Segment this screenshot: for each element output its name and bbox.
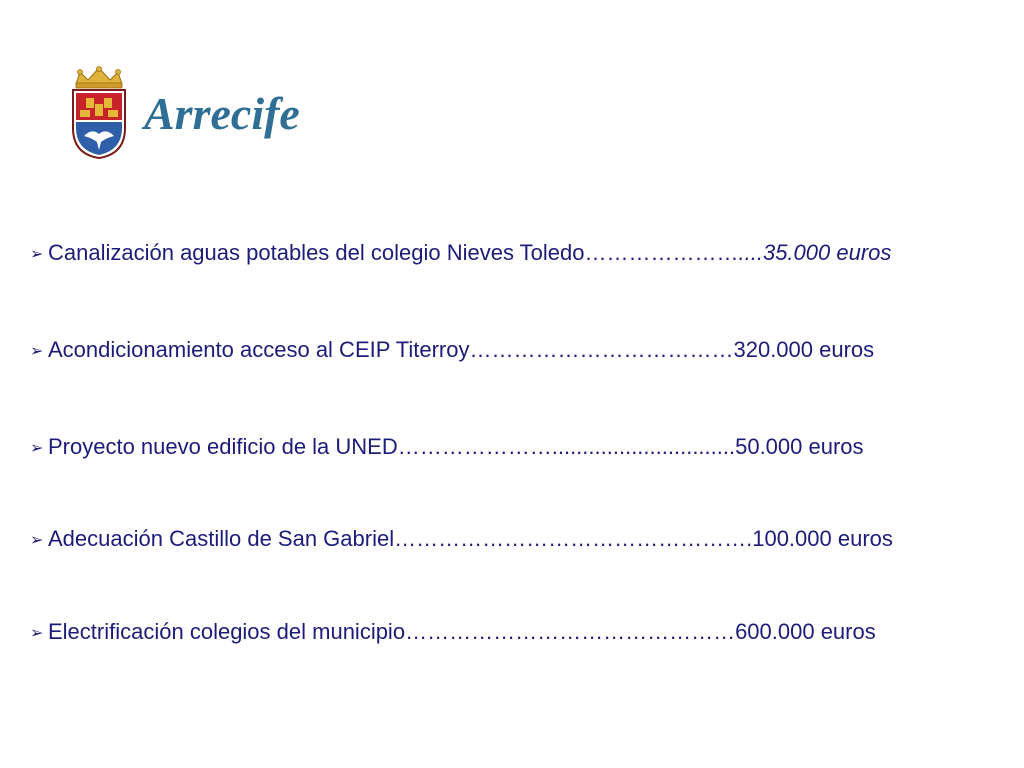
- arrecife-coat-of-arms-icon: [68, 66, 130, 162]
- list-item: [30, 335, 1015, 365]
- list-item: [30, 432, 1015, 462]
- arrecife-logo: [68, 66, 328, 162]
- list-item: [30, 617, 1015, 647]
- list-item: [30, 238, 1015, 268]
- bullet-arrow-icon: ➢: [30, 625, 44, 642]
- item-leader: ………………………………………: [405, 619, 736, 644]
- item-leader: …………………: [397, 434, 552, 459]
- list-item: [30, 524, 1015, 554]
- item-leader: ………………………………………….: [394, 526, 753, 551]
- item-name: Canalización aguas potables del colegio Nieves Toledo: [48, 240, 585, 265]
- logo-wordmark: Arrecife: [144, 88, 300, 139]
- item-name: Acondicionamiento acceso al CEIP Titerroy: [48, 337, 470, 362]
- item-leader: ………………………………: [469, 337, 734, 362]
- item-amount: 320.000 euros: [733, 337, 875, 362]
- bullet-arrow-icon: ➢: [30, 246, 44, 263]
- item-amount: 600.000 euros: [735, 619, 876, 644]
- item-leader: …………………: [584, 240, 739, 265]
- item-amount: 100.000 euros: [752, 526, 893, 551]
- item-name: Electrificación colegios del municipio: [48, 619, 406, 644]
- item-amount: ..............................50.000 euros: [551, 434, 864, 459]
- bullet-arrow-icon: ➢: [30, 343, 44, 360]
- bullet-arrow-icon: ➢: [30, 440, 44, 457]
- item-name: Proyecto nuevo edificio de la UNED: [48, 434, 398, 459]
- item-amount: ....35.000 euros: [738, 240, 892, 265]
- bullet-arrow-icon: ➢: [30, 532, 44, 549]
- item-name: Adecuación Castillo de San Gabriel: [48, 526, 395, 551]
